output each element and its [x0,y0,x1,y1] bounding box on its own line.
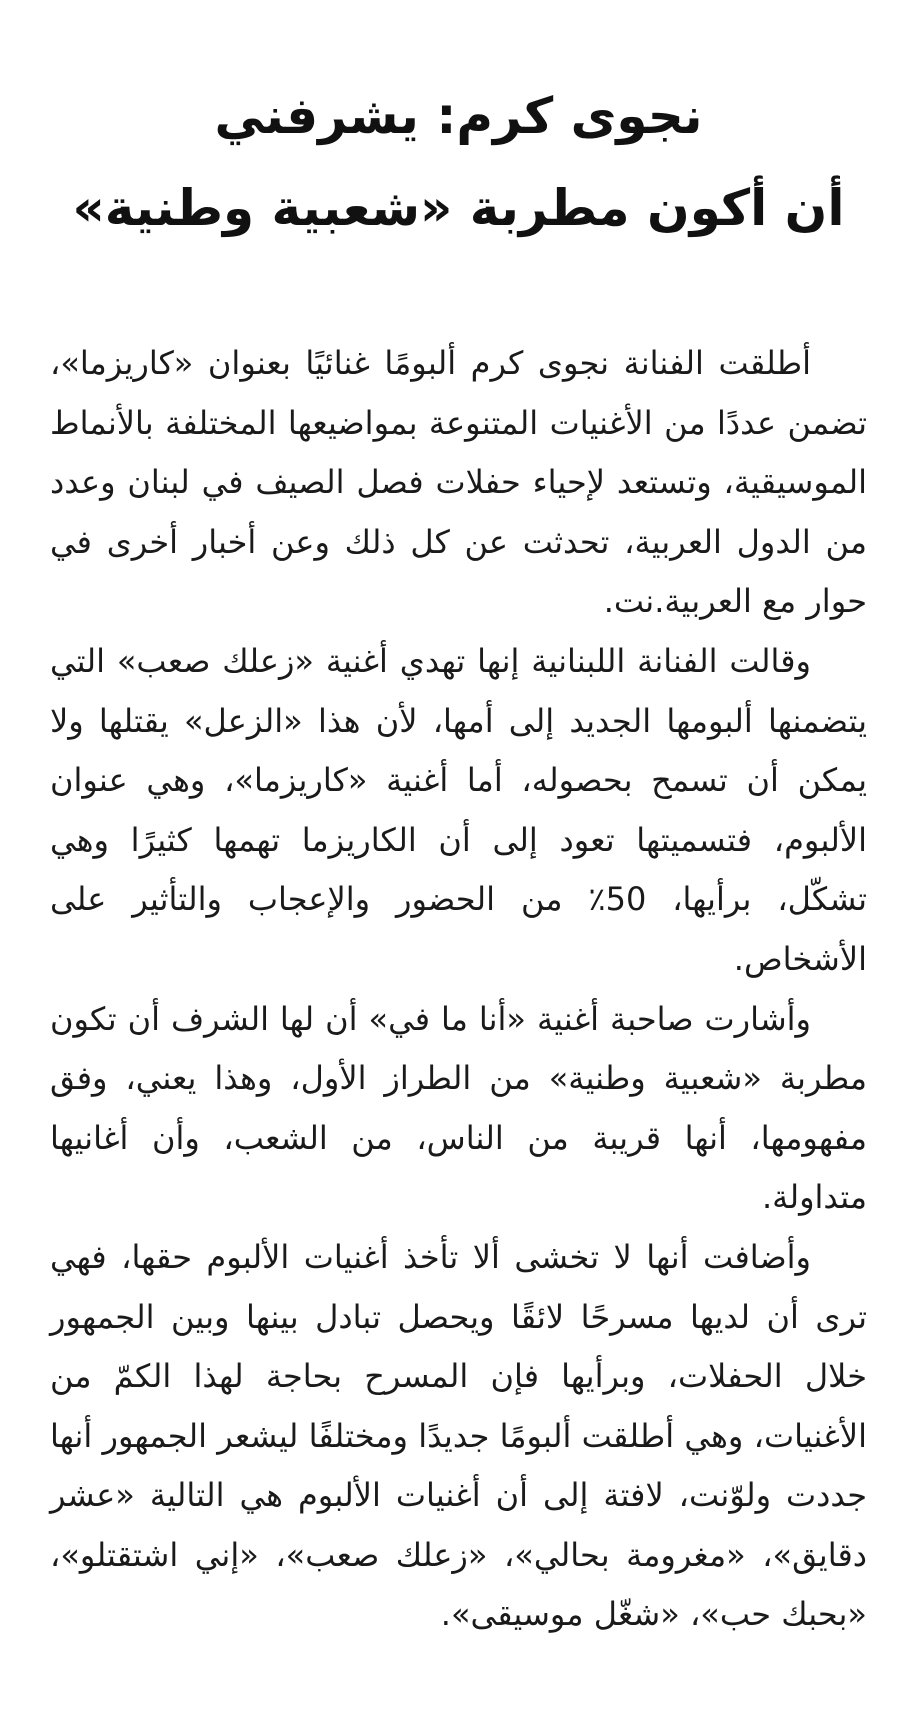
headline-line-2: أن أكون مطربة «شعبية وطنية» [72,179,845,237]
paragraph-3: وأشارت صاحبة أغنية «أنا ما في» أن لها الشرف أن تكون مطربة «شعبية وطنية» من الطراز الأول، وهذا يعني، وفق مفهومها، أنها قريبة من الناس، من الشعب، وأن أغانيها متداولة. [50,999,867,1217]
headline [50,70,867,254]
paragraph-1: أطلقت الفنانة نجوى كرم ألبومًا غنائيًا بعنوان «كاريزما»، تضمن عددًا من الأغنيات المتنوعة بمواضيعها المختلفة بالأنماط الموسيقية، وتستعد لإحياء حفلات فصل الصيف في لبنان وعدد من الدول العربية، تحدثت عن كل ذلك وعن أخبار أخرى في حوار مع العربية.نت. [50,344,867,621]
paragraph-4: وأضافت أنها لا تخشى ألا تأخذ أغنيات الألبوم حقها، فهي ترى أن لديها مسرحًا لائقًا ويحصل تبادل بينها وبين الجمهور خلال الحفلات، وبرأيها فإن المسرح بحاجة لهذا الكمّ من الأغنيات، وهي أطلقت ألبومًا جديدًا ومختلفًا ليشعر الجمهور أنها جددت ولوّنت، لافتة إلى أن أغنيات الألبوم هي التالية «عشر دقايق»، «مغرومة بحالي»، «زعلك صعب»، «إني اشتقتلو»، «بحبك حب»، «شغّل موسيقى». [50,1237,867,1634]
paragraph-2: وقالت الفنانة اللبنانية إنها تهدي أغنية «زعلك صعب» التي يتضمنها ألبومها الجديد إلى أمها، لأن هذا «الزعل» يقتلها ولا يمكن أن تسمح بحصوله، أما أغنية «كاريزما»، وهي عنوان الألبوم، فتسميتها تعود إلى أن الكاريزما تهمها كثيرًا وهي تشكّل، برأيها، 50٪ من الحضور والإعجاب والتأثير على الأشخاص. [50,641,868,978]
headline-line-1: نجوى كرم: يشرفني [214,87,703,145]
article-body [50,334,867,1645]
